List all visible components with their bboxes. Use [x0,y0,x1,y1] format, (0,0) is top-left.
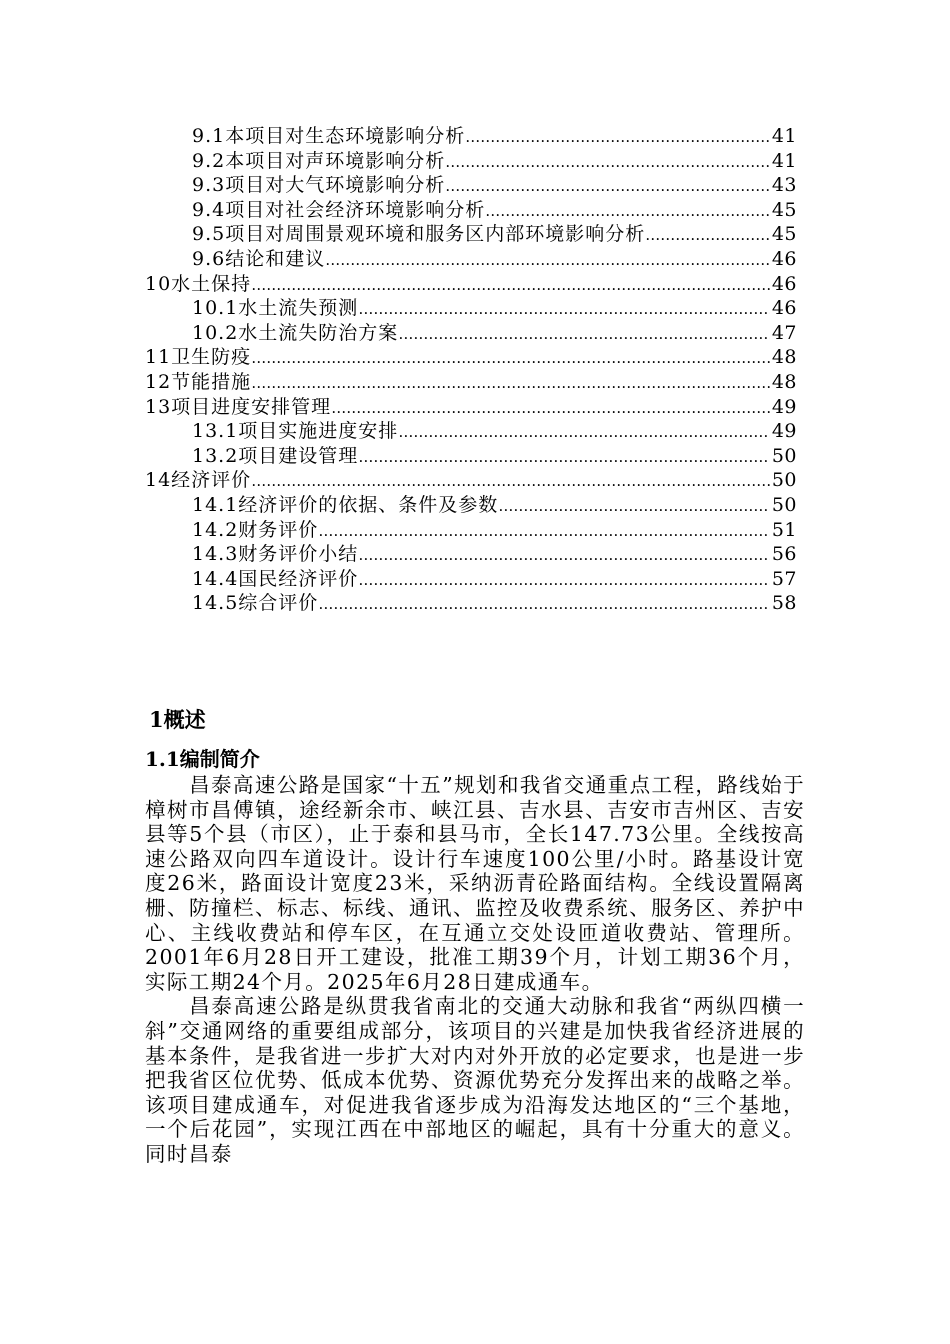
toc-entry[interactable] [145,247,797,272]
toc-entry-page-number: 50 [771,469,797,492]
toc-entry-title: 14.5综合评价 [192,592,319,615]
toc-entry-title: 13.1项目实施进度安排 [192,420,399,443]
toc-entry-title: 12节能措施 [145,370,252,393]
toc-entry-title: 10.2水土流失防治方案 [192,321,399,344]
section-heading: 1概述 [149,707,206,732]
toc-leader-dots [398,420,770,444]
toc-entry-title: 14.4国民经济评价 [192,567,359,590]
table-of-contents [145,124,797,616]
toc-entry[interactable] [145,395,797,420]
toc-entry-page-number: 58 [771,592,797,615]
toc-entry-page-number: 43 [771,174,797,197]
toc-entry-title: 14.2财务评价 [192,518,319,541]
toc-leader-dots [251,371,770,395]
toc-leader-dots [251,469,770,493]
toc-entry-title: 9.1本项目对生态环境影响分析 [192,125,466,147]
toc-entry[interactable] [145,518,797,543]
toc-leader-dots [325,248,770,272]
paragraph-2: 昌泰高速公路是纵贯我省南北的交通大动脉和我省“两纵四横一斜”交通网络的重要组成部分，该项目的兴建是加快我省经济进展的基本条件，是我省进一步扩大对内对外开放的必定要求，也是进一步把我省区位优势、低成本优势、资源优势充分发挥出来的战略之举。该项目建成通车，对促进我省逐步成为沿海发达地区的“三个基地，一个后花园”，实现江西在中部地区的崛起，具有十分重大的意义。同时昌泰 [145,994,805,1166]
toc-entry[interactable] [145,542,797,567]
toc-entry[interactable] [145,493,797,518]
toc-leader-dots [318,519,770,543]
toc-leader-dots [398,322,770,346]
toc-entry[interactable] [145,272,797,297]
toc-entry[interactable] [145,198,797,223]
toc-entry-page-number: 56 [771,543,797,566]
toc-entry-page-number: 51 [771,518,797,541]
toc-leader-dots [485,199,770,223]
toc-leader-dots [358,568,770,592]
subsection-heading: 1.1编制简介 [145,747,260,771]
toc-entry-page-number: 41 [771,149,797,172]
toc-entry-title: 14.1经济评价的依据、条件及参数 [192,493,499,516]
toc-entry[interactable] [145,419,797,444]
toc-entry-title: 9.5项目对周围景观环境和服务区内部环境影响分析 [192,223,646,246]
toc-entry-page-number: 50 [771,444,797,467]
toc-entry-title: 13.2项目建设管理 [192,444,359,467]
toc-entry[interactable] [145,370,797,395]
toc-leader-dots [331,396,770,420]
toc-entry-title: 9.6结论和建议 [192,247,326,270]
toc-entry-page-number: 46 [771,247,797,270]
toc-entry-page-number: 48 [771,346,797,369]
toc-entry-title: 9.4项目对社会经济环境影响分析 [192,198,486,221]
toc-entry-page-number: 48 [771,370,797,393]
toc-entry-page-number: 45 [771,198,797,221]
toc-entry[interactable] [145,296,797,321]
toc-leader-dots [318,592,770,616]
toc-entry-page-number: 47 [771,321,797,344]
toc-leader-dots [358,297,770,321]
toc-entry-title: 13项目进度安排管理 [145,395,332,418]
toc-entry-title: 10.1水土流失预测 [192,297,359,320]
toc-entry-page-number: 49 [771,420,797,443]
toc-entry[interactable] [145,591,797,616]
toc-leader-dots [498,494,770,518]
toc-entry-title: 9.3项目对大气环境影响分析 [192,174,446,197]
toc-entry[interactable] [145,124,797,149]
toc-entry-title: 14.3财务评价小结 [192,543,359,566]
toc-entry-page-number: 57 [771,567,797,590]
toc-entry[interactable] [145,321,797,346]
toc-entry-title: 14经济评价 [145,469,252,492]
toc-entry-page-number: 50 [771,493,797,516]
toc-leader-dots [251,273,770,297]
toc-entry-page-number: 46 [771,272,797,295]
overview-section [145,703,805,1167]
toc-entry-title: 11卫生防疫 [145,346,252,369]
toc-leader-dots [465,125,770,149]
paragraph-1: 昌泰高速公路是国家“十五”规划和我省交通重点工程，路线始于樟树市昌傅镇，途经新余市、峡江县、吉水县、吉安市吉州区、吉安县等5个县（市区），止于泰和县马市，全长147.73公里。全线按高速公路双向四车道设计。设计行车速度100公里/小时。路基设计宽度26米，路面设计宽度23米，采纳沥青砼路面结构。全线设置隔离栅、防撞栏、标志、标线、通讯、监控及收费系统、服务区、养护中心、主线收费站和停车区，在互通立交处设匝道收费站、管理所。2001年6月28日开工建设，批准工期39个月，计划工期36个月，实际工期24个月。2025年6月28日建成通车。 [145,773,805,994]
toc-entry[interactable] [145,444,797,469]
toc-entry-title: 10水土保持 [145,272,252,295]
toc-entry-page-number: 46 [771,297,797,320]
toc-entry-page-number: 49 [771,395,797,418]
toc-entry[interactable] [145,345,797,370]
toc-entry-page-number: 41 [771,125,797,147]
toc-entry[interactable] [145,468,797,493]
toc-leader-dots [445,174,770,198]
toc-entry-page-number: 45 [771,223,797,246]
toc-entry-title: 9.2本项目对声环境影响分析 [192,149,446,172]
toc-leader-dots [358,543,770,567]
toc-leader-dots [358,445,770,469]
toc-entry[interactable] [145,567,797,592]
toc-leader-dots [251,346,770,370]
toc-leader-dots [445,150,770,174]
toc-entry[interactable] [145,173,797,198]
toc-entry[interactable] [145,222,797,247]
toc-entry[interactable] [145,149,797,174]
toc-leader-dots [645,223,770,247]
